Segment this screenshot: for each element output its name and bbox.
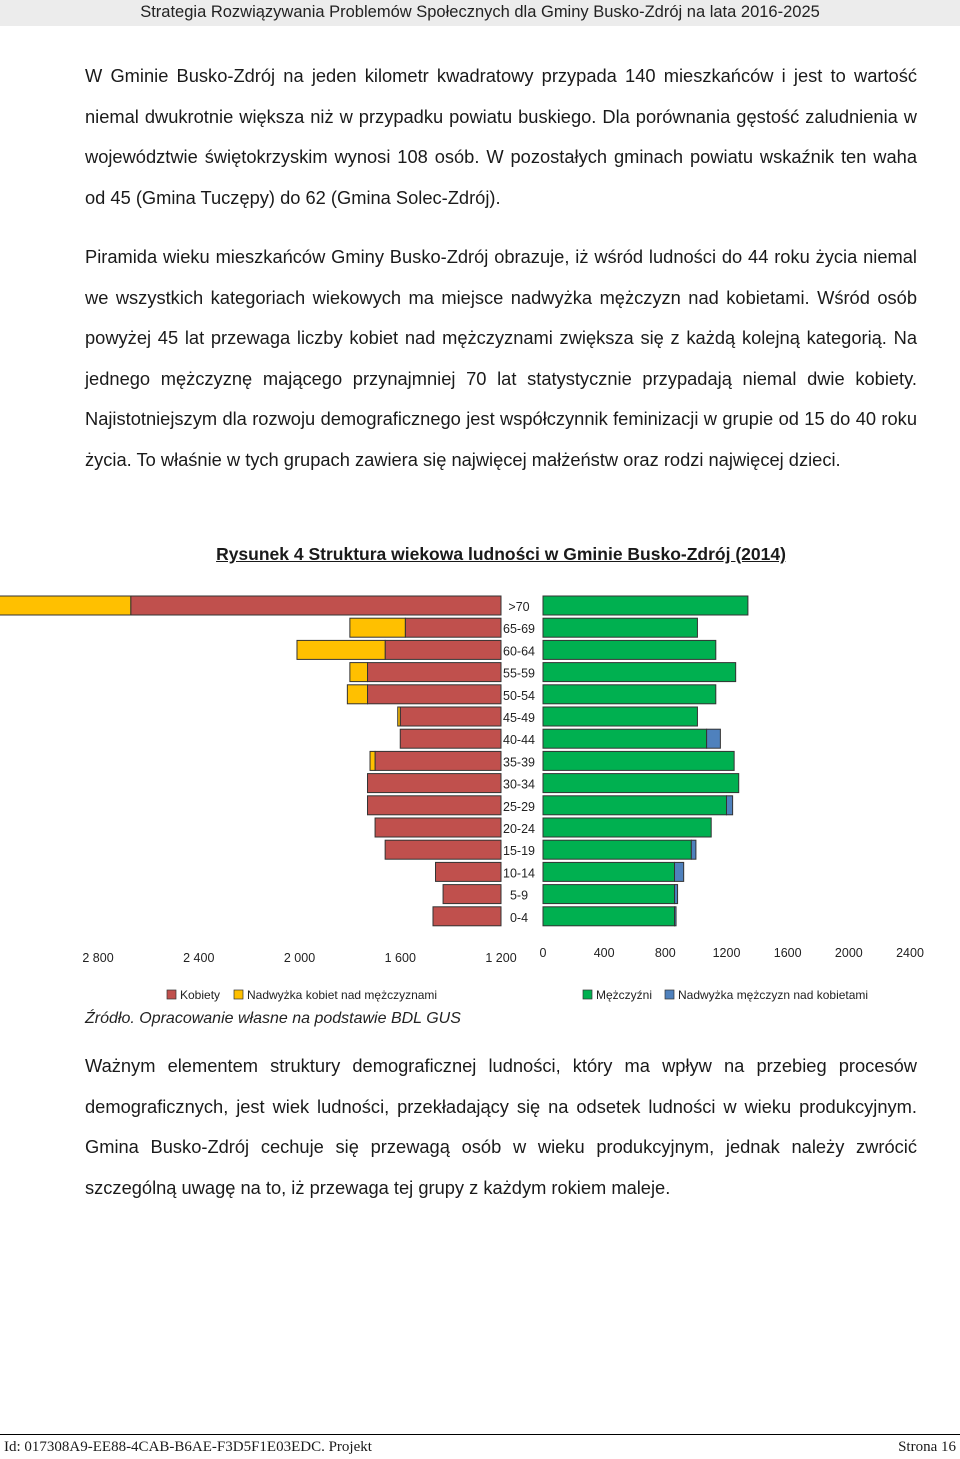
left-axis-tick: 2 000: [283, 951, 316, 965]
bar-women-6: [400, 729, 501, 748]
bar-women-0: [131, 596, 501, 615]
age-label: 5-9: [509, 888, 529, 903]
right-axis-tick: 2400: [896, 946, 924, 960]
bar-women-10: [375, 818, 501, 837]
page-footer: [0, 1434, 960, 1459]
bar-men-4: [543, 685, 716, 704]
age-label: 35-39: [503, 755, 535, 770]
legend-swatch-0: [167, 990, 176, 999]
legend-label-0: Kobiety: [180, 988, 221, 1002]
bar-women-3: [368, 663, 501, 682]
figure-title: Rysunek 4 Struktura wiekowa ludności w Gminie Busko-Zdrój (2014): [216, 544, 786, 564]
bar-men-7: [543, 751, 734, 770]
header-title: Strategia Rozwiązywania Problemów Społecznych dla Gminy Busko-Zdrój na lata 2016-2025: [140, 3, 820, 21]
bar-men-surplus-12: [675, 862, 684, 881]
bar-women-8: [368, 774, 501, 793]
paragraph-age-pyramid: Piramida wieku mieszkańców Gminy Busko-Zdrój obrazuje, iż wśród ludności do 44 roku życia niemal we wszystkich kategoriach wiekowych ma miejsce nadwyżka mężczyzn nad kobietami. Wśród osób powyżej 45 lat przewaga liczby kobiet nad mężczyznami zwiększa się z każdą kolejną kategorią. Na jednego mężczyznę mającego przynajmniej 70 lat statystycznie przypadają niemal dwie kobiety. Najistotniejszym dla rozwoju demograficznego jest współczynnik feminizacji w grupie od 15 do 40 roku życia. To właśnie w tych grupach zawiera się najwięcej małżeństw oraz rodzi najwięcej dzieci.: [85, 246, 917, 470]
figure-source: Źródło. Opracowanie własne na podstawie BDL GUS: [85, 1010, 461, 1027]
bar-men-surplus-9: [727, 796, 733, 815]
age-label: 10-14: [503, 866, 535, 881]
bar-men-3: [543, 663, 736, 682]
bar-men-13: [543, 885, 675, 904]
age-label: 55-59: [503, 666, 535, 681]
right-axis-tick: 2000: [834, 946, 863, 960]
bar-men-surplus-11: [691, 840, 696, 859]
legend-swatch-1: [234, 990, 243, 999]
bar-men-surplus-13: [675, 885, 678, 904]
bar-women-9: [368, 796, 501, 815]
bar-women-4: [368, 685, 501, 704]
bar-men-2: [543, 640, 716, 659]
left-axis-tick: 2 800: [82, 951, 114, 965]
bar-women-12: [436, 862, 501, 881]
bar-women-14: [433, 907, 501, 926]
bar-women-2: [385, 640, 501, 659]
document-id: Id: 017308A9-EE88-4CAB-B6AE-F3D5F1E03EDC. Projekt: [4, 1439, 372, 1455]
bar-men-1: [543, 618, 697, 637]
right-axis-tick: 1200: [712, 946, 741, 960]
bar-men-12: [543, 862, 675, 881]
right-axis-tick: 400: [593, 946, 615, 960]
legend-swatch-3: [665, 990, 674, 999]
age-label: 20-24: [503, 822, 535, 836]
bar-women-13: [443, 885, 501, 904]
right-axis-tick: 800: [654, 946, 676, 960]
bar-men-surplus-6: [707, 729, 721, 748]
legend-label-3: Nadwyżka mężczyzn nad kobietami: [678, 988, 869, 1002]
bar-men-6: [543, 729, 707, 748]
bar-women-surplus-7: [370, 751, 375, 770]
bar-women-7: [375, 751, 501, 770]
bar-men-0: [543, 596, 748, 615]
bar-men-11: [543, 840, 691, 859]
age-label: 15-19: [503, 844, 535, 859]
bar-men-9: [543, 796, 727, 815]
left-axis-tick: 2 400: [183, 951, 215, 965]
age-label: 60-64: [503, 644, 535, 659]
right-axis-tick: 1600: [773, 946, 802, 960]
age-label: 45-49: [503, 711, 535, 725]
bar-women-surplus-2: [297, 640, 385, 659]
paragraph-working-age: Ważnym elementem struktury demograficznej ludności, który ma wpływ na przebieg procesów demograficznych, jest wiek ludności, przekładający się na odsetek ludności w wieku produkcyjnym. Gmina Busko-Zdrój cechuje się przewagą osób w wieku produkcyjnym, jednak należy zwrócić szczególną uwagę na to, iż przewaga tej grupy z każdym rokiem maleje.: [85, 1055, 917, 1198]
age-label: 25-29: [503, 799, 535, 814]
left-axis-tick: 1 200: [485, 951, 517, 965]
bar-men-surplus-14: [675, 907, 677, 926]
right-axis-tick: 0: [539, 946, 547, 960]
bar-men-14: [543, 907, 675, 926]
legend-swatch-2: [583, 990, 592, 999]
age-label: 65-69: [503, 622, 535, 637]
bar-men-8: [543, 774, 739, 793]
bar-women-11: [385, 840, 501, 859]
bar-women-5: [400, 707, 501, 726]
bar-men-5: [543, 707, 697, 726]
bar-women-surplus-4: [347, 685, 367, 704]
bar-women-surplus-1: [350, 618, 405, 637]
age-label: >70: [508, 600, 530, 614]
paragraph-population-density: W Gminie Busko-Zdrój na jeden kilometr kwadratowy przypada 140 mieszkańców i jest to wartość niemal dwukrotnie większa niż w przypadku powiatu buskiego. Dla porównania gęstość zaludnienia w województwie świętokrzyskim wynosi 108 osób. W pozostałych gminach powiatu wskaźnik ten waha od 45 (Gmina Tuczępy) do 62 (Gmina Solec-Zdrój).: [85, 65, 917, 208]
bar-women-surplus-5: [398, 707, 401, 726]
bar-men-10: [543, 818, 711, 837]
page-number: Strona 16: [898, 1439, 956, 1455]
left-axis-tick: 1 600: [384, 951, 416, 965]
bar-women-surplus-3: [350, 663, 368, 682]
bar-women-surplus-0: [0, 596, 131, 615]
legend-label-1: Nadwyżka kobiet nad mężczyznami: [247, 988, 438, 1002]
age-label: 50-54: [503, 688, 535, 703]
bar-women-1: [405, 618, 501, 637]
age-label: 0-4: [509, 910, 529, 925]
page-header: [0, 0, 960, 26]
age-label: 40-44: [503, 733, 535, 748]
age-label: 30-34: [503, 777, 535, 792]
age-pyramid-chart: [0, 590, 960, 1010]
legend-label-2: Mężczyźni: [596, 988, 653, 1002]
